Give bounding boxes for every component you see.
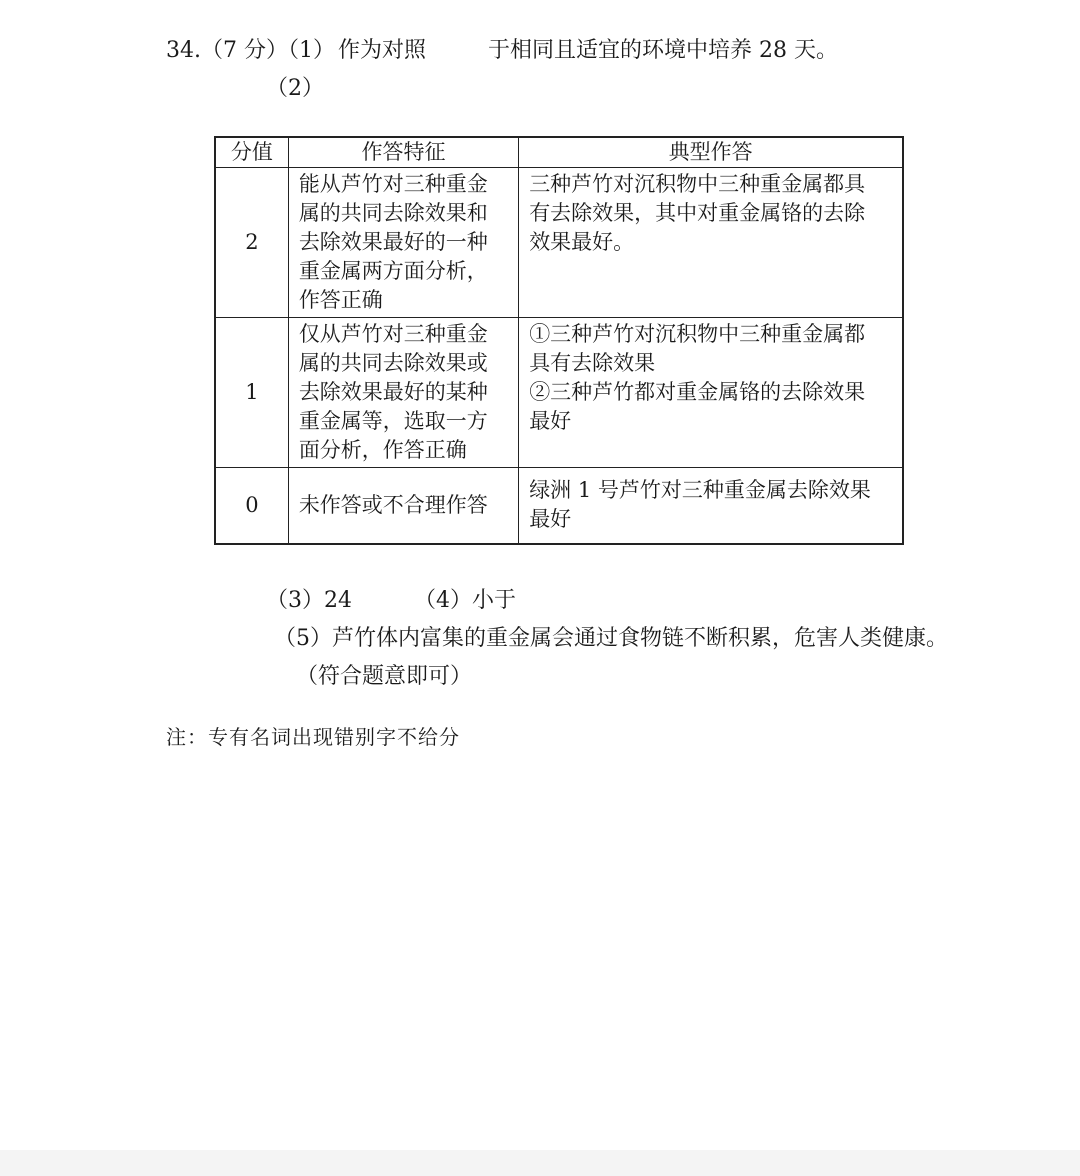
feature-text: 能从芦竹对三种重金 属的共同去除效果和 去除效果最好的一种 重金属两方面分析， 作答正确: [298, 172, 488, 312]
header-feature: 作答特征: [288, 137, 518, 168]
answer-q5: （5）芦竹体内富集的重金属会通过食物链不断积累，危害人类健康。: [274, 626, 948, 651]
typical-text: 绿洲 1 号芦竹对三种重金属去除效果 最好: [529, 478, 871, 532]
feature-text: 仅从芦竹对三种重金 属的共同去除效果或 去除效果最好的某种 重金属等，选取一方 面分析，作答正确: [298, 322, 488, 462]
feature-cell: [288, 318, 518, 468]
answer-q4: （4）小于: [414, 588, 516, 613]
feature-text: 未作答或不合理作答: [298, 492, 488, 517]
typical-text: 三种芦竹对沉积物中三种重金属都具 有去除效果，其中对重金属铬的去除 效果最好。: [529, 172, 866, 254]
table-row: [215, 318, 903, 468]
footnote: 注：专有名词出现错别字不给分: [166, 725, 460, 749]
scoring-table: [214, 136, 904, 545]
feature-cell: [288, 168, 518, 318]
feature-cell: [288, 468, 518, 544]
score-cell: 1: [215, 318, 288, 468]
table-header-row: [215, 137, 903, 168]
table-row: [215, 468, 903, 544]
typical-text: ①三种芦竹对沉积物中三种重金属都 具有去除效果 ②三种芦竹都对重金属铬的去除效果 最好: [529, 322, 866, 433]
part2-label: （2）: [266, 76, 324, 101]
score-cell: 0: [215, 468, 288, 544]
page-bottom-edge: [0, 1150, 1080, 1176]
score-cell: 2: [215, 168, 288, 318]
table-row: [215, 168, 903, 318]
header-score: 分值: [215, 137, 288, 168]
part1-answer-a: 作为对照: [338, 38, 427, 63]
answer-q3: （3）24: [266, 588, 352, 613]
typical-cell: [519, 468, 903, 544]
answer-q5-note: （符合题意即可）: [296, 664, 473, 689]
part1-answer-b: 于相同且适宜的环境中培养 28 天。: [488, 38, 838, 63]
question-number: 34.（7 分）（1）: [166, 38, 335, 63]
header-typical: 典型作答: [519, 137, 903, 168]
typical-cell: [519, 318, 903, 468]
typical-cell: [519, 168, 903, 318]
